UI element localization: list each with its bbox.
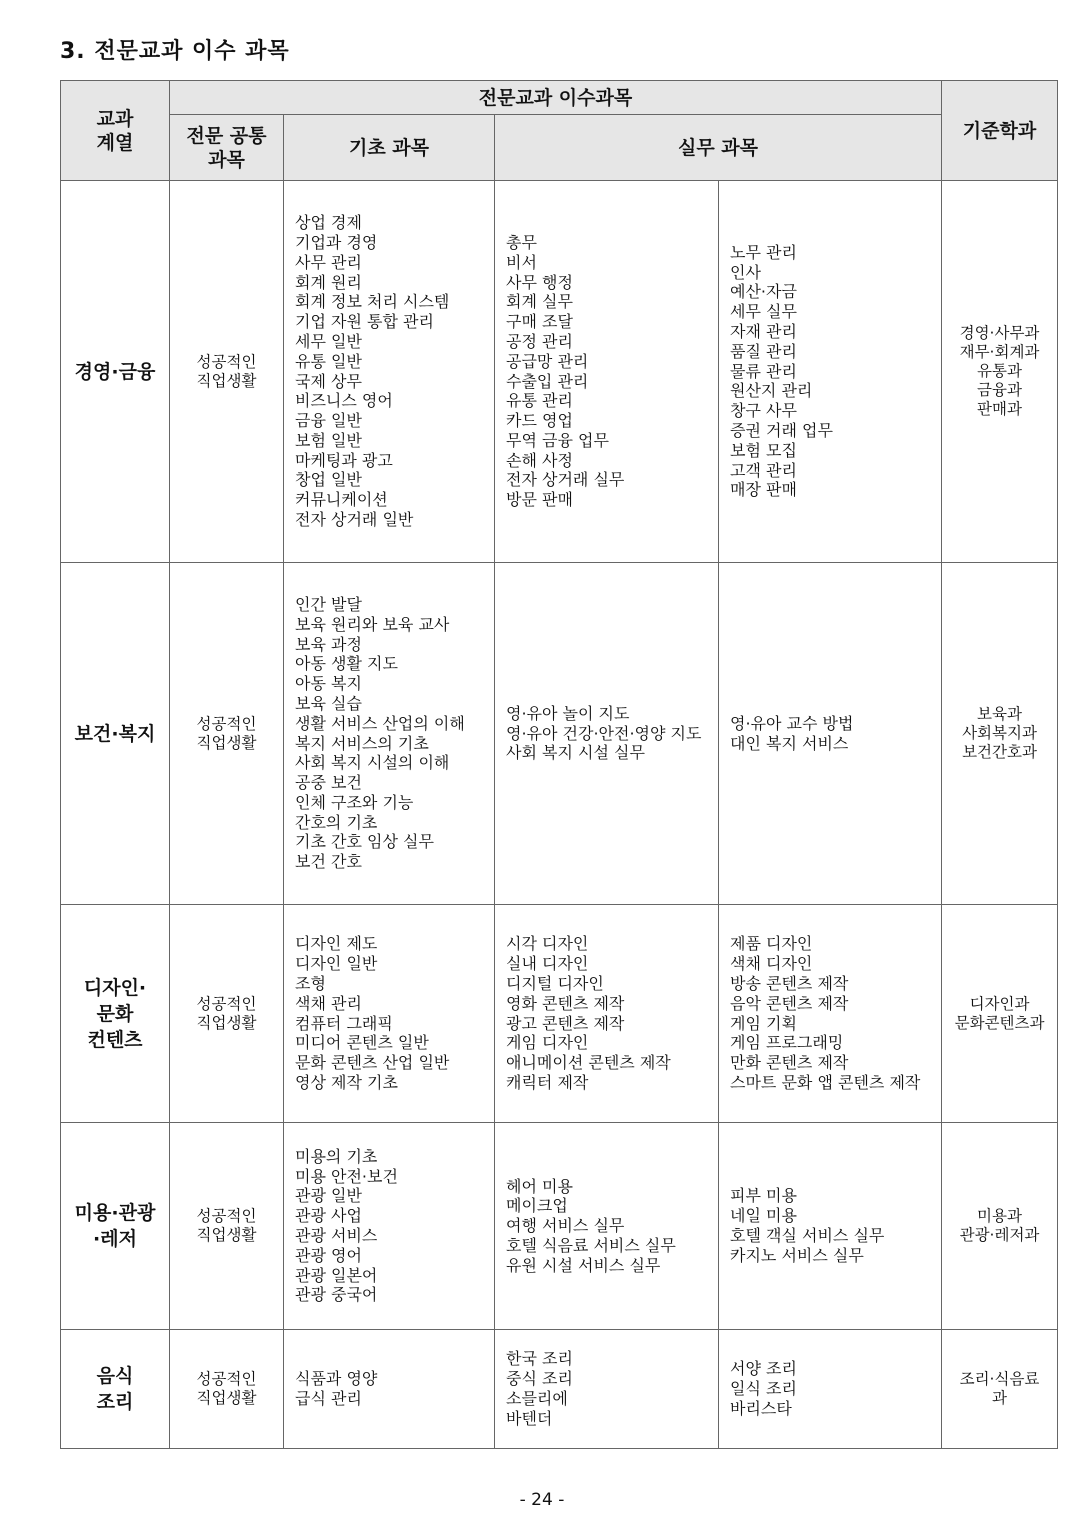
practical-subjects-cell xyxy=(719,1330,942,1449)
list-item: 문화 콘텐츠 산업 일반 xyxy=(295,1053,450,1073)
list-item: 구매 조달 xyxy=(506,312,573,332)
practical-subjects-cell xyxy=(719,181,942,563)
basic-subjects-cell xyxy=(284,1330,495,1449)
list-item: 사회 복지 시설의 이해 xyxy=(295,753,450,773)
basic-subjects-cell xyxy=(284,181,495,563)
list-item: 조리 xyxy=(96,1391,134,1413)
list-item: 실내 디자인 xyxy=(506,954,589,974)
list-item: 보육과 xyxy=(977,705,1022,723)
list-item: 공급망 관리 xyxy=(506,351,589,371)
list-item: 기업 자원 통합 관리 xyxy=(295,312,434,332)
list-item: 헤어 미용 xyxy=(506,1176,573,1196)
list-item: 피부 미용 xyxy=(730,1186,797,1206)
list-item: 보험 모집 xyxy=(730,440,797,460)
list-item: 음식 xyxy=(96,1365,134,1387)
list-item: 관광 일본어 xyxy=(295,1265,378,1285)
list-item: 카드 영업 xyxy=(506,411,573,431)
list-item: 회계 정보 처리 시스템 xyxy=(295,292,450,312)
header-category-line: 교과 xyxy=(96,107,134,130)
list-item: 경영·금융 xyxy=(74,360,156,383)
list-item: 창업 일반 xyxy=(295,470,362,490)
list-item: 디지털 디자인 xyxy=(506,973,604,993)
list-item: 디자인· xyxy=(83,976,147,999)
table-row xyxy=(61,905,1058,1123)
list-item: 마케팅과 광고 xyxy=(295,450,393,470)
list-item: 생활 서비스 산업의 이해 xyxy=(295,713,465,733)
header-group: 전문교과 이수과목 xyxy=(170,81,942,115)
list-item: 성공적인 xyxy=(196,1207,257,1225)
list-item: 공정 관리 xyxy=(506,331,573,351)
list-item: 컨텐츠 xyxy=(87,1028,143,1051)
list-item: 간호의 기초 xyxy=(295,812,378,832)
list-item: ·레저 xyxy=(93,1228,137,1250)
list-item: 게임 프로그래밍 xyxy=(730,1033,844,1053)
list-item: 보건·복지 xyxy=(74,722,156,745)
list-item: 영상 제작 기초 xyxy=(295,1072,398,1092)
department-cell xyxy=(942,1330,1058,1449)
list-item: 메이크업 xyxy=(506,1196,568,1216)
table-row xyxy=(61,181,1058,563)
list-item: 색채 관리 xyxy=(295,993,362,1013)
list-item: 시각 디자인 xyxy=(506,934,589,954)
list-item: 미용의 기초 xyxy=(295,1146,378,1166)
practical-subjects-cell xyxy=(495,181,719,563)
list-item: 직업생활 xyxy=(196,1226,257,1244)
list-item: 보험 일반 xyxy=(295,430,362,450)
list-item: 수출입 관리 xyxy=(506,371,589,391)
list-item: 색채 디자인 xyxy=(730,954,813,974)
list-item: 디자인과 xyxy=(969,994,1030,1013)
list-item: 전자 상거래 일반 xyxy=(295,510,414,530)
list-item: 인체 구조와 기능 xyxy=(295,792,414,812)
list-item: 회계 실무 xyxy=(506,292,573,312)
category-cell xyxy=(61,1123,170,1330)
list-item: 네일 미용 xyxy=(730,1206,797,1226)
list-item: 무역 금융 업무 xyxy=(506,430,609,450)
list-item: 보건 간호 xyxy=(295,852,362,872)
header-basic: 기초 과목 xyxy=(284,115,495,181)
list-item: 국제 상무 xyxy=(295,371,362,391)
list-item: 물류 관리 xyxy=(730,361,797,381)
category-cell xyxy=(61,563,170,905)
department-cell xyxy=(942,563,1058,905)
list-item: 디자인 일반 xyxy=(295,954,378,974)
list-item: 금융 일반 xyxy=(295,411,362,431)
list-item: 상업 경제 xyxy=(295,213,362,233)
list-item: 복지 서비스의 기초 xyxy=(295,733,429,753)
list-item: 인사 xyxy=(730,262,761,282)
list-item: 경영·사무과 xyxy=(959,324,1040,342)
list-item: 비서 xyxy=(506,252,537,272)
list-item: 원산지 관리 xyxy=(730,381,813,401)
list-item: 창구 사무 xyxy=(730,401,797,421)
list-item: 영·유아 교수 방법 xyxy=(730,713,854,733)
list-item: 카지노 서비스 실무 xyxy=(730,1245,864,1265)
practical-subjects-cell xyxy=(719,563,942,905)
list-item: 중식 조리 xyxy=(506,1369,573,1389)
page-number: - 24 - xyxy=(519,1490,565,1510)
list-item: 유통 관리 xyxy=(506,391,573,411)
list-item: 관광·레저과 xyxy=(959,1226,1040,1244)
list-item: 식품과 영양 xyxy=(295,1369,378,1389)
list-item: 서양 조리 xyxy=(730,1359,797,1379)
practical-subjects-cell xyxy=(495,563,719,905)
list-item: 게임 디자인 xyxy=(506,1033,589,1053)
common-subject-cell xyxy=(170,1330,284,1449)
list-item: 방문 판매 xyxy=(506,490,573,510)
list-item: 노무 관리 xyxy=(730,242,797,262)
list-item: 직업생활 xyxy=(196,371,257,390)
list-item: 만화 콘텐츠 제작 xyxy=(730,1053,849,1073)
list-item: 금융과 xyxy=(977,381,1022,399)
list-item: 스마트 문화 앱 콘텐츠 제작 xyxy=(730,1072,921,1092)
common-subject-cell xyxy=(170,563,284,905)
list-item: 미디어 콘텐츠 일반 xyxy=(295,1033,429,1053)
list-item: 예산·자금 xyxy=(730,282,797,302)
list-item: 사무 행정 xyxy=(506,272,573,292)
list-item: 애니메이션 콘텐츠 제작 xyxy=(506,1053,671,1073)
list-item: 문화 xyxy=(96,1002,134,1025)
list-item: 기업과 경영 xyxy=(295,232,378,252)
list-item: 기초 간호 임상 실무 xyxy=(295,832,434,852)
list-item: 캐릭터 제작 xyxy=(506,1072,589,1092)
practical-subjects-cell xyxy=(719,905,942,1123)
list-item: 관광 서비스 xyxy=(295,1226,378,1245)
list-item: 재무·회계과 xyxy=(959,343,1040,361)
list-item: 과 xyxy=(992,1389,1007,1407)
list-item: 판매과 xyxy=(977,400,1022,418)
list-item: 성공적인 xyxy=(196,994,257,1013)
list-item: 유원 시설 서비스 실무 xyxy=(506,1255,661,1275)
list-item: 자재 관리 xyxy=(730,322,797,341)
list-item: 방송 콘텐츠 제작 xyxy=(730,973,849,993)
list-item: 호텔 객실 서비스 실무 xyxy=(730,1226,885,1245)
common-subject-cell xyxy=(170,1123,284,1330)
list-item: 영화 콘텐츠 제작 xyxy=(506,993,625,1013)
list-item: 미용과 xyxy=(977,1207,1022,1225)
list-item: 직업생활 xyxy=(196,1389,257,1407)
list-item: 커뮤니케이션 xyxy=(295,490,388,510)
table-row xyxy=(61,1330,1058,1449)
list-item: 바텐더 xyxy=(506,1408,553,1428)
list-item: 급식 관리 xyxy=(295,1389,362,1408)
list-item: 성공적인 xyxy=(196,714,257,733)
list-item: 문화콘텐츠과 xyxy=(954,1013,1045,1032)
list-item: 영·유아 건강·안전·영양 지도 xyxy=(506,723,702,743)
list-item: 증권 거래 업무 xyxy=(730,420,833,440)
common-subject-cell xyxy=(170,181,284,563)
list-item: 아동 복지 xyxy=(295,674,362,694)
list-item: 사회복지과 xyxy=(962,724,1037,742)
list-item: 제품 디자인 xyxy=(730,934,813,954)
list-item: 미용·관광 xyxy=(74,1202,156,1224)
list-item: 사회 복지 시설 실무 xyxy=(506,743,645,763)
list-item: 고객 관리 xyxy=(730,460,797,480)
list-item: 유통과 xyxy=(977,362,1022,380)
header-practical: 실무 과목 xyxy=(495,115,942,181)
category-cell xyxy=(61,181,170,563)
list-item: 성공적인 xyxy=(196,1370,257,1388)
header-category xyxy=(61,81,170,181)
list-item: 컴퓨터 그래픽 xyxy=(295,1013,393,1033)
list-item: 음악 콘텐츠 제작 xyxy=(730,993,849,1013)
list-item: 사무 관리 xyxy=(295,252,362,272)
header-common xyxy=(170,115,284,181)
list-item: 여행 서비스 실무 xyxy=(506,1216,625,1236)
list-item: 유통 일반 xyxy=(295,351,362,371)
list-item: 비즈니스 영어 xyxy=(295,391,393,411)
list-item: 호텔 식음료 서비스 실무 xyxy=(506,1235,676,1255)
list-item: 품질 관리 xyxy=(730,341,797,361)
practical-subjects-cell xyxy=(719,1123,942,1330)
list-item: 회계 원리 xyxy=(295,272,362,292)
basic-subjects-cell xyxy=(284,1123,495,1330)
list-item: 관광 사업 xyxy=(295,1206,362,1226)
list-item: 미용 안전·보건 xyxy=(295,1166,398,1186)
list-item: 보육 과정 xyxy=(295,634,362,654)
department-cell xyxy=(942,181,1058,563)
list-item: 조형 xyxy=(295,973,326,993)
section-title: 3. 전문교과 이수 과목 xyxy=(60,39,290,64)
list-item: 매장 판매 xyxy=(730,480,797,500)
header-category-line: 계열 xyxy=(96,131,134,154)
list-item: 게임 기획 xyxy=(730,1013,797,1033)
list-item: 관광 영어 xyxy=(295,1245,362,1265)
list-item: 보육 실습 xyxy=(295,693,362,713)
list-item: 공중 보건 xyxy=(295,773,362,793)
basic-subjects-cell xyxy=(284,563,495,905)
list-item: 손해 사정 xyxy=(506,450,573,470)
table-row xyxy=(61,1123,1058,1330)
list-item: 광고 콘텐츠 제작 xyxy=(506,1013,625,1033)
category-cell xyxy=(61,905,170,1123)
practical-subjects-cell xyxy=(495,905,719,1123)
list-item: 총무 xyxy=(506,232,537,252)
header-department: 기준학과 xyxy=(942,81,1058,181)
list-item: 관광 중국어 xyxy=(295,1285,378,1305)
list-item: 디자인 제도 xyxy=(295,934,378,954)
list-item: 직업생활 xyxy=(196,1013,257,1032)
list-item: 조리·식음료 xyxy=(959,1370,1040,1388)
list-item: 보건간호과 xyxy=(962,743,1037,761)
list-item: 세무 실무 xyxy=(730,302,797,322)
list-item: 세무 일반 xyxy=(295,331,362,351)
list-item: 전자 상거래 실무 xyxy=(506,470,625,490)
list-item: 아동 생활 지도 xyxy=(295,654,398,674)
common-subject-cell xyxy=(170,905,284,1123)
header-common-line: 전문 공통 xyxy=(186,124,267,147)
practical-subjects-cell xyxy=(495,1330,719,1449)
list-item: 한국 조리 xyxy=(506,1349,573,1369)
category-cell xyxy=(61,1330,170,1449)
header-common-line: 과목 xyxy=(208,148,245,171)
department-cell xyxy=(942,1123,1058,1330)
list-item: 인간 발달 xyxy=(295,594,362,614)
curriculum-table xyxy=(60,80,1058,1449)
list-item: 바리스타 xyxy=(730,1398,792,1418)
list-item: 직업생활 xyxy=(196,733,257,752)
table-row xyxy=(61,563,1058,905)
list-item: 보육 원리와 보육 교사 xyxy=(295,614,450,634)
list-item: 영·유아 놀이 지도 xyxy=(506,703,630,723)
practical-subjects-cell xyxy=(495,1123,719,1330)
list-item: 관광 일반 xyxy=(295,1186,362,1206)
list-item: 일식 조리 xyxy=(730,1379,797,1399)
basic-subjects-cell xyxy=(284,905,495,1123)
department-cell xyxy=(942,905,1058,1123)
list-item: 성공적인 xyxy=(196,352,257,371)
list-item: 소믈리에 xyxy=(506,1389,568,1408)
list-item: 대인 복지 서비스 xyxy=(730,733,849,753)
